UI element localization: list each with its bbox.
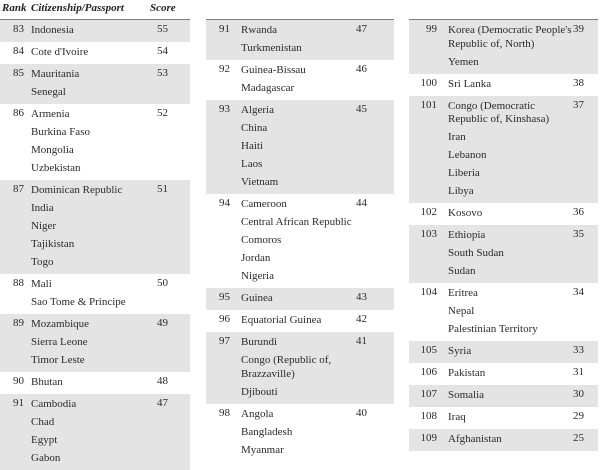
rank-group	[0, 394, 190, 470]
rank-group	[206, 404, 394, 462]
country-name: Gabon	[31, 452, 61, 464]
table-header-rule	[409, 0, 598, 20]
score-cell: 42	[356, 313, 367, 325]
rank-cell: 104	[420, 286, 437, 298]
country-name: Tajikistan	[31, 238, 75, 250]
country-list	[241, 290, 394, 308]
score-cell: 35	[573, 228, 584, 240]
country-list	[448, 98, 598, 202]
rank-cell: 90	[13, 375, 24, 387]
score-cell: 51	[157, 183, 168, 195]
rank-group	[0, 180, 190, 274]
country-name: Armenia	[31, 108, 70, 120]
rank-cell: 87	[13, 183, 24, 195]
rank-cell: 91	[13, 397, 24, 409]
table-body	[206, 20, 394, 462]
country-list	[241, 334, 394, 402]
country-name: Kosovo	[448, 207, 483, 219]
country-name: Cameroon	[241, 198, 287, 210]
country-list	[241, 196, 394, 286]
rank-cell: 95	[219, 291, 230, 303]
table-body	[0, 20, 190, 470]
country-name: Sierra Leone	[31, 336, 88, 348]
country-name: Myanmar	[241, 443, 284, 456]
country-name: Uzbekistan	[31, 162, 81, 174]
rank-cell: 98	[219, 406, 230, 419]
country-name: Haiti	[241, 140, 263, 152]
rank-cell: 94	[219, 197, 230, 209]
country-name: Guinea-Bissau	[241, 64, 306, 76]
country-name: Rwanda	[241, 24, 278, 36]
country-name: Iraq	[448, 411, 466, 423]
country-name: Palestinian Territory	[448, 323, 538, 335]
country-name: Equatorial Guinea	[241, 314, 322, 326]
rank-cell: 107	[420, 388, 437, 400]
header-score: Score	[150, 2, 176, 14]
country-name: Mozambique	[31, 318, 90, 330]
rank-group	[409, 429, 598, 451]
score-cell: 41	[356, 335, 367, 347]
country-name: Sri Lanka	[448, 77, 492, 90]
country-name: Dominican Republic	[31, 184, 123, 196]
country-list	[241, 406, 394, 460]
rank-cell: 85	[13, 67, 24, 79]
rank-cell: 108	[420, 410, 437, 422]
country-name: South Sudan	[448, 247, 504, 259]
country-name: Niger	[31, 220, 57, 232]
table-header	[0, 0, 190, 20]
country-name: Lebanon	[448, 149, 487, 161]
header-rank: Rank	[2, 2, 27, 14]
score-cell: 38	[573, 76, 584, 89]
rank-cell: 88	[13, 277, 24, 289]
rank-group	[409, 225, 598, 283]
country-name: Somalia	[448, 389, 485, 401]
score-cell: 47	[157, 397, 168, 409]
country-name: Ethiopia	[448, 229, 486, 241]
country-name: Bangladesh	[241, 425, 293, 438]
country-name: Pakistan	[448, 367, 486, 379]
country-name: Sudan	[448, 265, 476, 277]
score-cell: 39	[573, 23, 584, 35]
country-name: Jordan	[241, 252, 271, 264]
rank-group	[409, 363, 598, 385]
rank-group	[409, 203, 598, 225]
rank-cell: 101	[420, 98, 437, 111]
score-cell: 29	[573, 410, 584, 422]
rank-group	[0, 314, 190, 372]
country-name: India	[31, 202, 54, 214]
rank-cell: 97	[219, 335, 230, 347]
score-cell: 50	[157, 277, 168, 289]
score-cell: 31	[573, 366, 584, 378]
table-column-1	[0, 0, 190, 470]
score-cell: 49	[157, 317, 168, 329]
rank-cell: 100	[420, 76, 437, 89]
country-name: Nepal	[448, 305, 475, 317]
score-cell: 52	[157, 107, 168, 119]
rank-group	[409, 283, 598, 341]
score-cell: 43	[356, 291, 367, 303]
rank-cell: 89	[13, 317, 24, 329]
rank-group	[409, 74, 598, 96]
rank-group	[409, 385, 598, 407]
country-name: Congo (Republic of, Brazzaville)	[241, 354, 332, 380]
rank-group	[206, 100, 394, 194]
rank-cell: 103	[420, 228, 437, 240]
rank-cell: 109	[420, 432, 437, 444]
rank-group	[0, 20, 190, 42]
country-name: Liberia	[448, 167, 480, 179]
country-name: Korea (Democratic People's Republic of, North)	[448, 24, 572, 50]
country-name: Burundi	[241, 336, 278, 348]
country-list	[241, 62, 394, 98]
country-name: Central African Republic	[241, 216, 352, 228]
rank-cell: 102	[420, 206, 437, 218]
rank-group	[409, 407, 598, 429]
country-name: Angola	[241, 407, 274, 420]
country-name: Burkina Faso	[31, 126, 90, 138]
rank-group	[206, 20, 394, 60]
country-name: Senegal	[31, 86, 66, 98]
table-header-rule	[206, 0, 394, 20]
country-name: Sao Tome & Principe	[31, 296, 126, 308]
score-cell: 47	[356, 23, 367, 35]
rank-group	[206, 194, 394, 288]
country-name: Djibouti	[241, 385, 278, 398]
score-cell: 30	[573, 388, 584, 400]
rank-cell: 93	[219, 103, 230, 115]
country-name: Mongolia	[31, 144, 74, 156]
score-cell: 45	[356, 103, 367, 115]
rank-cell: 105	[420, 344, 437, 356]
score-cell: 55	[157, 23, 168, 35]
country-name: Mauritania	[31, 68, 80, 80]
score-cell: 37	[573, 98, 584, 111]
country-name: Libya	[448, 185, 474, 197]
country-name: Afghanistan	[448, 433, 502, 445]
country-name: Vietnam	[241, 176, 279, 188]
country-name: Timor Leste	[31, 354, 85, 366]
country-name: Chad	[31, 416, 55, 428]
rank-cell: 84	[13, 45, 24, 57]
score-cell: 48	[157, 375, 168, 387]
table-column-2	[206, 0, 394, 462]
country-name: Egypt	[31, 434, 58, 446]
rank-group	[0, 104, 190, 180]
score-cell: 53	[157, 67, 168, 79]
country-name: Guinea	[241, 292, 273, 304]
rank-cell: 92	[219, 63, 230, 75]
country-name: Syria	[448, 345, 472, 357]
score-cell: 44	[356, 197, 367, 209]
table-column-3	[409, 0, 598, 451]
rank-group	[0, 372, 190, 394]
country-list	[241, 102, 394, 192]
score-cell: 34	[573, 286, 584, 298]
country-name: Iran	[448, 131, 466, 143]
score-cell: 36	[573, 206, 584, 218]
country-name: Congo (Democratic Republic of, Kinshasa)	[448, 99, 550, 125]
rank-group	[409, 96, 598, 204]
score-cell: 46	[356, 63, 367, 75]
country-name: Bhutan	[31, 376, 63, 388]
country-name: Nigeria	[241, 270, 274, 282]
country-list	[241, 22, 394, 58]
country-list	[241, 312, 394, 330]
rank-cell: 86	[13, 107, 24, 119]
score-cell: 33	[573, 344, 584, 356]
country-name: Cote d'Ivoire	[31, 46, 89, 58]
score-cell: 54	[157, 45, 168, 57]
country-name: Laos	[241, 158, 263, 170]
rank-group	[409, 341, 598, 363]
country-name: China	[241, 122, 268, 134]
score-cell: 40	[356, 406, 367, 419]
country-name: Yemen	[448, 55, 479, 68]
rank-cell: 83	[13, 23, 24, 35]
country-name: Togo	[31, 256, 54, 268]
country-name: Algeria	[241, 104, 274, 116]
rank-group	[0, 42, 190, 64]
rank-group	[206, 310, 394, 332]
country-name: Turkmenistan	[241, 42, 302, 54]
rank-cell: 106	[420, 366, 437, 378]
country-name: Indonesia	[31, 24, 74, 36]
rank-cell: 91	[219, 23, 230, 35]
rank-group	[206, 332, 394, 404]
rank-group	[206, 60, 394, 100]
header-country: Citizenship/Passport	[31, 2, 124, 14]
country-name: Madagascar	[241, 82, 295, 94]
score-cell: 25	[573, 432, 584, 444]
country-name: Cambodia	[31, 398, 77, 410]
rank-group	[0, 274, 190, 314]
rank-group	[0, 64, 190, 104]
rank-cell: 99	[426, 23, 437, 35]
country-name: Mali	[31, 278, 52, 290]
country-name: Comoros	[241, 234, 282, 246]
rank-cell: 96	[219, 313, 230, 325]
rank-group	[206, 288, 394, 310]
table-body	[409, 20, 598, 451]
country-name: Eritrea	[448, 287, 478, 299]
rank-group	[409, 20, 598, 74]
